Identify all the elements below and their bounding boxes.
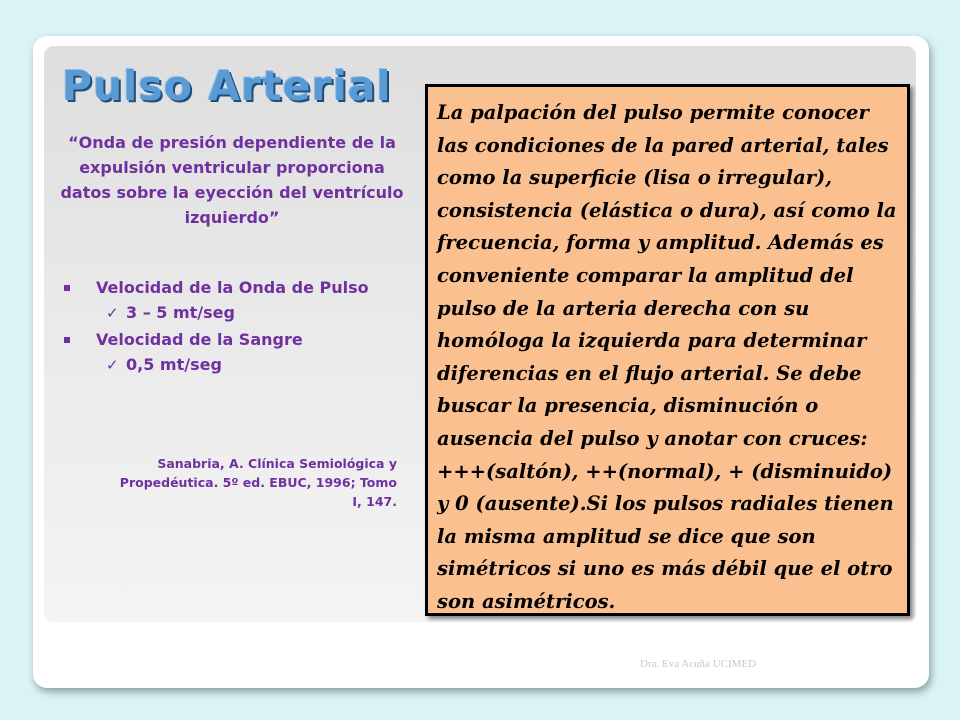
bullet-label: Velocidad de la Onda de Pulso bbox=[96, 278, 369, 297]
bullet-item bbox=[64, 330, 394, 350]
bullet-item bbox=[64, 278, 394, 298]
bullet-list bbox=[64, 278, 394, 382]
definition-quote: “Onda de presión dependiente de la expulsión ventricular proporciona datos sobre la eyección del ventrículo izquierdo” bbox=[60, 133, 404, 227]
footer-author: Dra. Eva Acuña UCIMED bbox=[640, 658, 757, 670]
sub-bullet-label: 0,5 mt/seg bbox=[126, 355, 222, 374]
reference-citation: Sanabria, A. Clínica Semiológica y Propedéutica. 5º ed. EBUC, 1996; Tomo I, 147. bbox=[119, 456, 397, 509]
callout-text: La palpación del pulso permite conocer las condiciones de la pared arterial, tales como la superficie (lisa o irregular), consistencia (elástica o dura), así como la frecuencia, forma y amplitud. Además es conveniente comparar la amplitud del pulso de la arteria derecha con su homóloga la izquierda para determinar diferencias en el flujo arterial. Se debe buscar la presencia, disminución o ausencia del pulso y anotar con cruces: +++(saltón), ++(normal), + (disminuido) y 0 (ausente).Si los pulsos radiales tienen la misma amplitud se dice que son simétricos si uno es más débil que el otro son asimétricos. bbox=[437, 101, 897, 613]
sub-bullet-item bbox=[64, 303, 394, 323]
bullet-label: Velocidad de la Sangre bbox=[96, 330, 303, 349]
slide-title: Pulso Arterial bbox=[62, 62, 392, 110]
sub-bullet-item bbox=[64, 355, 394, 375]
checkmark-icon: ✓ bbox=[106, 356, 119, 374]
square-bullet-icon bbox=[64, 337, 70, 343]
square-bullet-icon bbox=[64, 285, 70, 291]
checkmark-icon: ✓ bbox=[106, 304, 119, 322]
sub-bullet-label: 3 – 5 mt/seg bbox=[126, 303, 235, 322]
callout-box bbox=[425, 84, 910, 616]
